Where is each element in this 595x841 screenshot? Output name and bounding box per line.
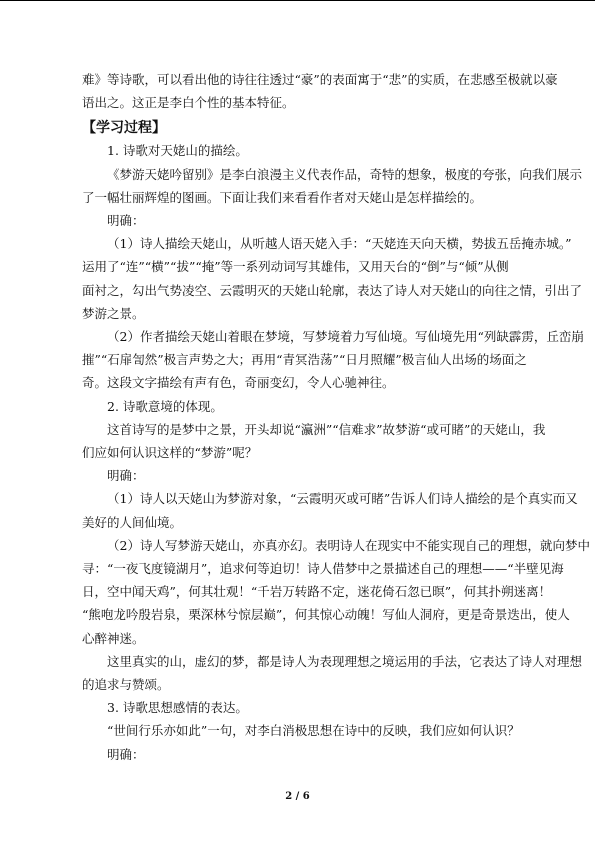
text-line: （1）诗人以天姥山为梦游对象，“云霞明灭或可睹”告诉人们诗人描绘的是个真实而又 [107,491,578,507]
text-line: 的追求与赞颂。 [82,677,170,693]
text-line: 难》等诗歌，可以看出他的诗往往透过“豪”的表面寓于“悲”的实质，在悲感至极就以豪 [82,72,558,87]
text-line: 日，空中闻天鸡”，何其壮观！“千岩万转路不定，迷花倚石忽已暝”，何其扑朔迷离！ [82,584,552,600]
text-line: （2）诗人写梦游天姥山，亦真亦幻。表明诗人在现实中不能实现自己的理想，就向梦中 [107,537,590,553]
document-body [82,68,590,766]
text-line: （1）诗人描绘天姥山，从听越人语天姥入手：“天姥连天向天横，势拔五岳掩赤城。” [107,236,572,252]
text-line: 明确： [107,746,145,762]
text-line: 运用了“连”“横”“拔”“掩”等一系列动词写其雄伟，又用天台的“倒”与“倾”从侧 [82,259,509,275]
text-line: 明确： [107,213,145,229]
text-line: 了一幅壮丽辉煌的图画。下面让我们来看看作者对天姥山是怎样描绘的。 [82,189,483,205]
text-line: 梦游之景。 [82,305,145,321]
text-line: 语出之。这正是李白个性的基本特征。 [82,95,295,111]
section-heading: 【学习过程】 [82,120,166,137]
text-line: 《梦游天姥吟留别》是李白浪漫主义代表作品，奇特的想象，极度的夸张，向我们展示 [107,166,583,182]
text-line: 明确： [107,468,145,484]
text-line: 2. 诗歌意境的体现。 [107,398,223,414]
text-line: 心醉神迷。 [82,630,145,646]
text-line: 寻：“一夜飞度镜湖月”，追求何等迫切！诗人借梦中之景描述自己的理想——“半壁见海 [82,561,564,577]
text-line: 们应如何认识这样的“梦游”呢？ [82,445,258,461]
text-line: （2）作者描绘天姥山着眼在梦境，写梦境着力写仙境。写仙境先用“列缺霹雳，丘峦崩 [107,329,584,345]
text-line: 这首诗写的是梦中之景，开头却说“瀛洲”“信难求”故梦游“或可睹”的天姥山，我 [107,421,546,437]
page-number: 2 / 6 [285,791,310,802]
text-line: 这里真实的山，虚幻的梦，都是诗人为表现理想之境运用的手法，它表达了诗人对理想 [107,653,583,669]
text-line: 1. 诗歌对天姥山的描绘。 [107,143,248,159]
text-line: “世间行乐亦如此”一句，对李白消极思想在诗中的反映，我们应如何认识？ [107,723,520,739]
text-line: 3. 诗歌思想感情的表达。 [107,700,248,716]
header-rule [0,0,595,1]
text-line: 奇。这段文字描绘有声有色，奇丽变幻，令人心驰神往。 [82,375,395,391]
text-line: 摧”“石扉訇然”极言声势之大；再用“青冥浩荡”“日月照耀”极言仙人出场的场面之 [82,352,527,368]
text-line: 美好的人间仙境。 [82,514,183,530]
text-line: “熊咆龙吟殷岩泉，栗深林兮惊层巅”，何其惊心动魄！写仙人洞府，更是奇景迭出，使人 [82,607,570,623]
text-line: 面衬之，勾出气势凌空、云霞明灭的天姥山轮廓，表达了诗人对天姥山的向往之情，引出了 [82,282,583,298]
